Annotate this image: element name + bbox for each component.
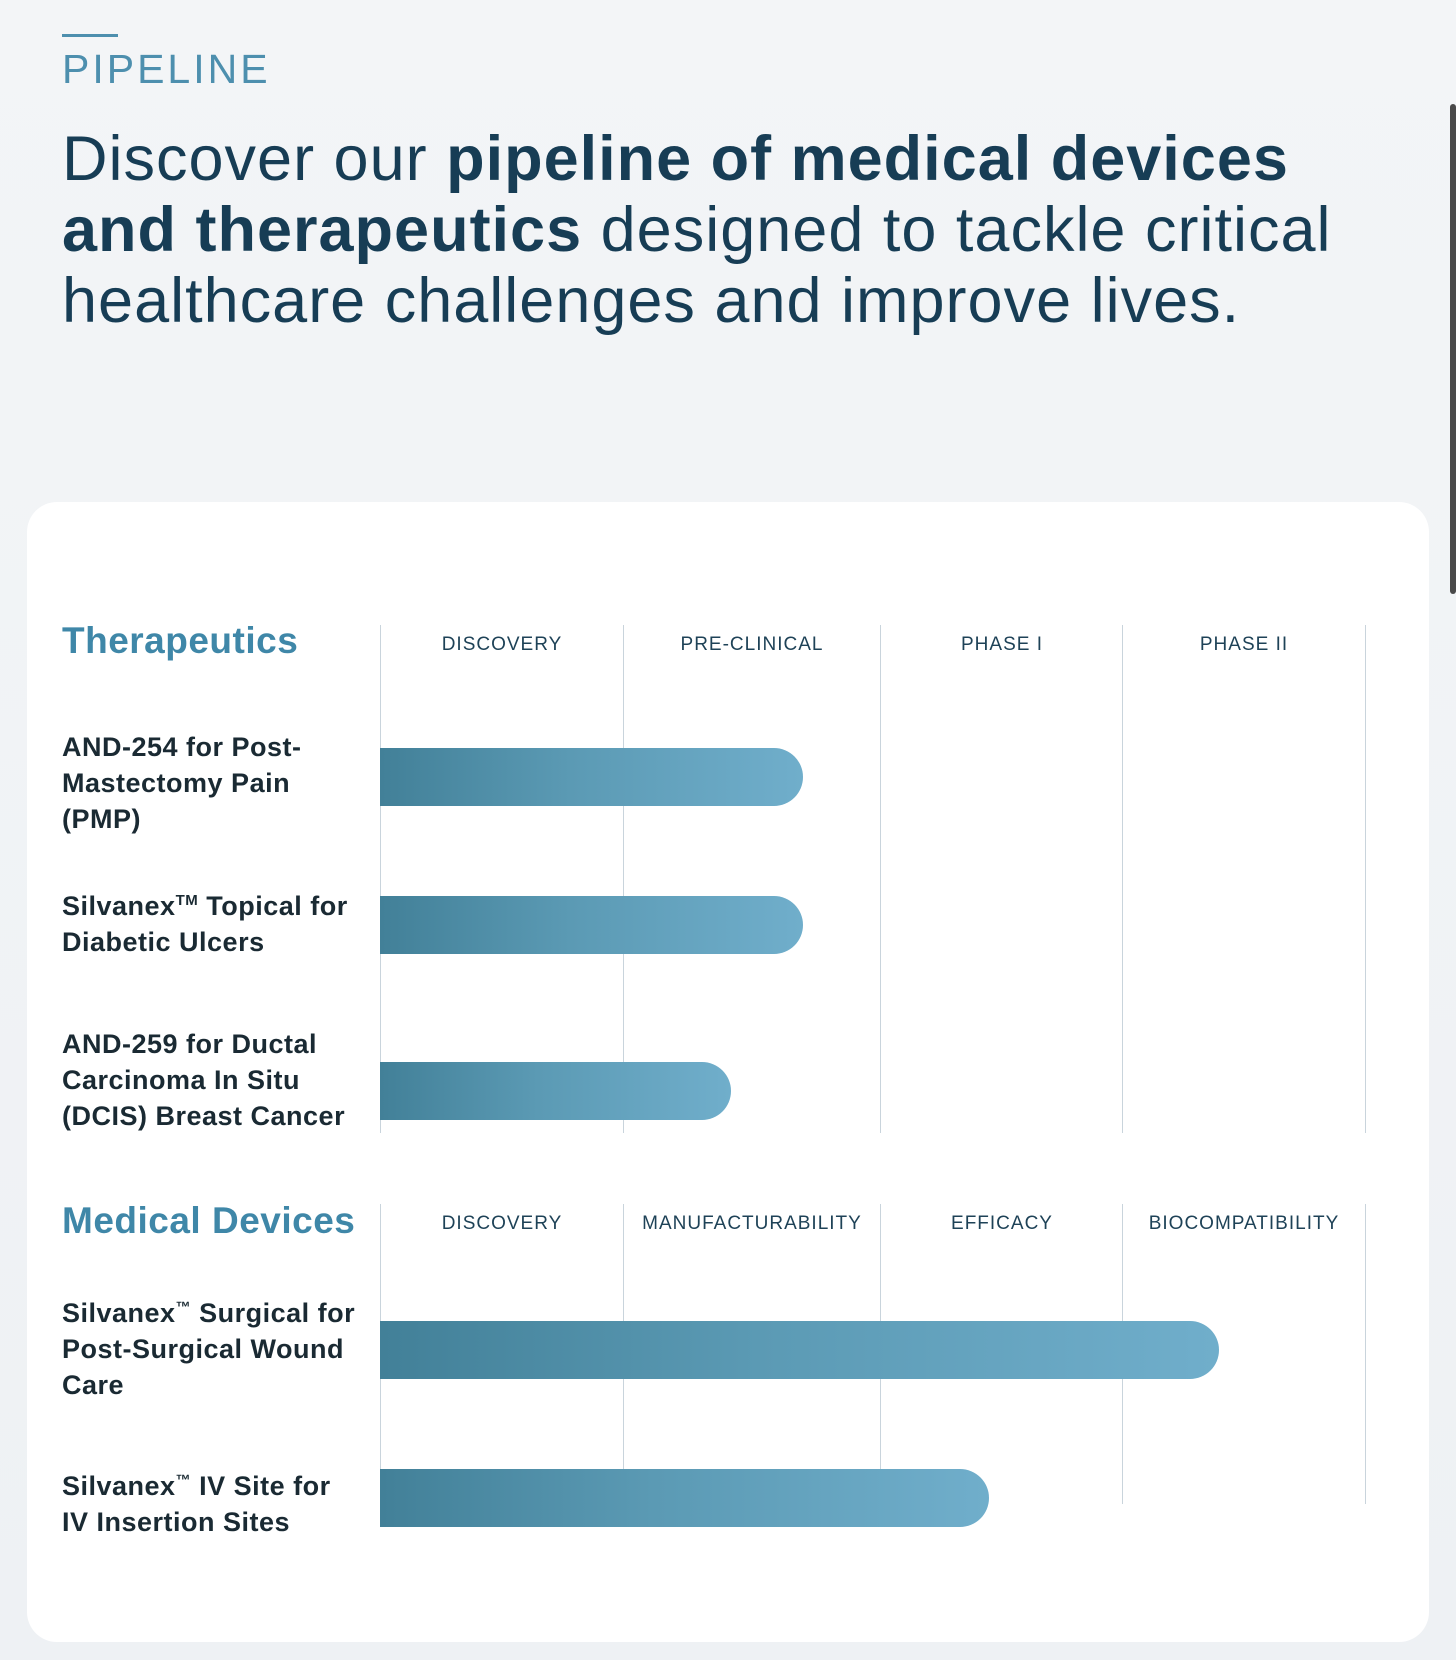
therapeutics-progress-bar: [380, 1062, 731, 1120]
trademark-mark: ™: [175, 1472, 192, 1489]
eyebrow-rule: [62, 34, 118, 37]
item-label-brand: Silvanex: [62, 1471, 176, 1501]
item-label-brand: Silvanex: [62, 891, 176, 921]
devices-divider: [1365, 1204, 1366, 1504]
devices-col-efficacy: EFFICACY: [951, 1213, 1053, 1234]
trademark-mark: TM: [175, 892, 199, 909]
item-label-brand: Silvanex: [62, 1298, 176, 1328]
devices-progress-bar: [380, 1469, 989, 1527]
therapeutics-col-phase-1: PHASE I: [961, 634, 1043, 655]
therapeutics-col-discovery: DISCOVERY: [441, 634, 563, 655]
item-label-rest: Surgical for Post-Surgical Wound Care: [62, 1298, 356, 1400]
item-label-rest: IV Site for IV Insertion Sites: [62, 1471, 331, 1537]
devices-item-label: [62, 1295, 362, 1403]
therapeutics-divider: [880, 625, 881, 1133]
trademark-mark: ™: [175, 1299, 192, 1316]
therapeutics-item-label: [62, 888, 362, 960]
devices-item-label: [62, 1468, 362, 1540]
therapeutics-item-label: AND-254 for Post-Mastectomy Pain (PMP): [62, 732, 302, 834]
therapeutics-col-phase-2: PHASE II: [1199, 634, 1289, 655]
therapeutics-divider: [1365, 625, 1366, 1133]
therapeutics-divider: [380, 625, 381, 1133]
therapeutics-col-preclinical: PRE-CLINICAL: [680, 634, 824, 655]
therapeutics-progress-bar: [380, 896, 803, 954]
section-eyebrow: PIPELINE: [62, 46, 271, 92]
devices-progress-bar: [380, 1321, 1219, 1379]
headline-bold: pipeline of medical devices and therapeutics: [62, 124, 1289, 265]
therapeutics-title: Therapeutics: [62, 620, 299, 661]
therapeutics-item-label: AND-259 for Ductal Carcinoma In Situ (DCIS) Breast Cancer: [62, 1029, 346, 1131]
item-label-rest: Topical for Diabetic Ulcers: [62, 891, 348, 957]
therapeutics-divider: [623, 625, 624, 1133]
page-scrollbar[interactable]: [1450, 104, 1456, 594]
headline-part-1: Discover our: [62, 124, 447, 194]
therapeutics-progress-bar: [380, 748, 803, 806]
headline-part-2: designed to tackle critical healthcare challenges and improve lives.: [62, 195, 1332, 336]
page-headline: [62, 124, 1362, 337]
devices-col-discovery: DISCOVERY: [441, 1213, 563, 1234]
devices-col-manufacturability: MANUFACTURABILITY: [642, 1213, 862, 1234]
therapeutics-divider: [1122, 625, 1123, 1133]
devices-title: Medical Devices: [62, 1200, 356, 1241]
devices-col-biocompatibility: BIOCOMPATIBILITY: [1148, 1213, 1340, 1234]
